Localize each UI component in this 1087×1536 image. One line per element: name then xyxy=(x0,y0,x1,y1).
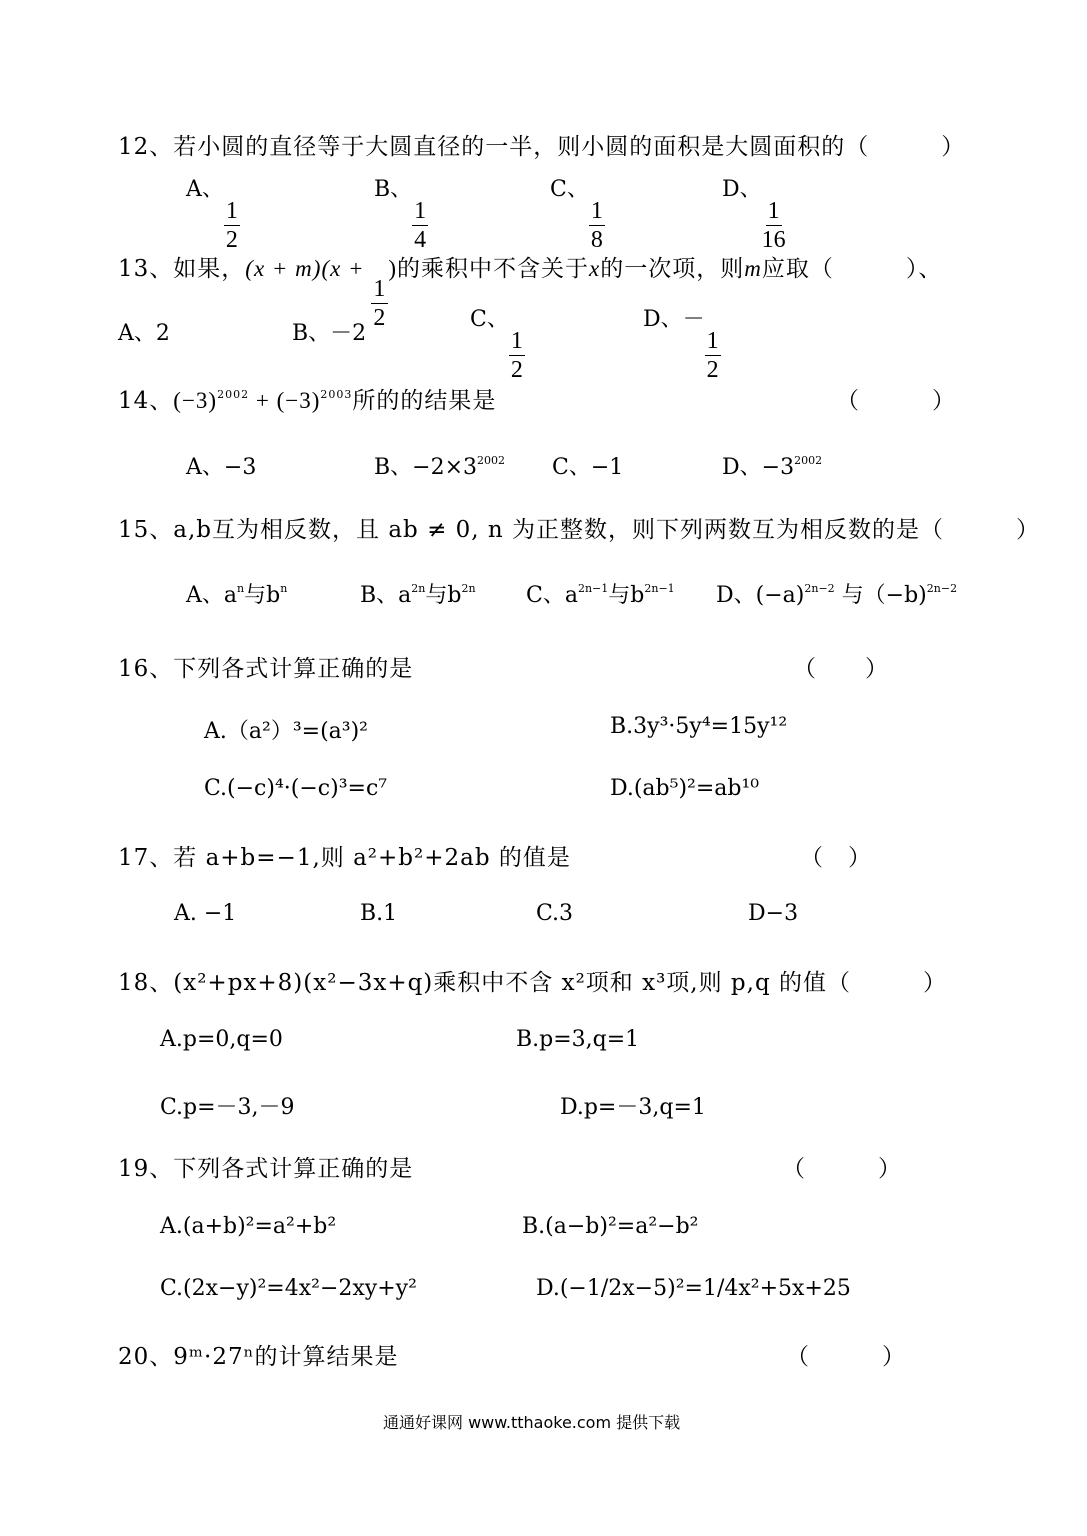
q14-option-a: A、−3 xyxy=(186,455,257,480)
q15-option-a: A、$a^n$与$b^n$ xyxy=(186,582,288,608)
question-13-stem: 13、如果，(x + m)(x + $\frac{1}{2}$ )的乘积中不含关于x的一次项，则m应取（ ）、 xyxy=(118,256,943,331)
q14-option-c: C、−1 xyxy=(552,455,624,480)
page-footer: 通通好课网 www.tthaoke.com 提供下载 xyxy=(383,1413,681,1432)
q13-option-c: C、 $\frac{1}{2}$ xyxy=(470,307,523,383)
q15-option-c: C、$a^{2n-1}$与$b^{2n-1}$ xyxy=(526,582,675,608)
q19-option-b: B.(a−b)²=a²−b² xyxy=(522,1214,699,1239)
q15-option-d: D、$(-a)^{2n-2}$ 与（−b)$^{2n-2}$ xyxy=(716,582,958,608)
q18-option-d: D.p=－3,q=1 xyxy=(560,1095,706,1120)
question-20-stem: 20、9ᵐ·27ⁿ的计算结果是 xyxy=(118,1344,399,1370)
q16-option-a: A.（a²）³=(a³)² xyxy=(204,719,368,744)
q17-option-c: C.3 xyxy=(536,901,574,926)
q19-option-a: A.(a+b)²=a²+b² xyxy=(160,1214,337,1239)
q16-option-d: D.(ab⁵)²=ab¹⁰ xyxy=(610,776,760,801)
question-16-answer-paren: （ ） xyxy=(793,656,889,682)
question-14-stem: 14、$(-3)^{2002} + (-3)^{2003}$所的的结果是 xyxy=(118,388,497,414)
question-16-stem: 16、下列各式计算正确的是 xyxy=(118,656,414,682)
question-17-stem: 17、若 a+b=−1,则 a²+b²+2ab 的值是 xyxy=(118,845,571,871)
q12-option-d: D、 $\frac{1}{16}$ xyxy=(722,177,786,253)
q19-option-c: C.(2x−y)²=4x²−2xy+y² xyxy=(160,1276,417,1301)
q12-option-a: A、 $\frac{1}{2}$ xyxy=(186,177,238,253)
q18-option-b: B.p=3,q=1 xyxy=(516,1027,640,1052)
q12-option-c: C、 $\frac{1}{8}$ xyxy=(550,177,603,253)
q13-option-a: A、2 xyxy=(118,321,170,346)
q19-option-d: D.(−1/2x−5)²=1/4x²+5x+25 xyxy=(536,1276,851,1301)
q18-option-c: C.p=－3,－9 xyxy=(160,1095,295,1120)
question-18-stem: 18、(x²+px+8)(x²−3x+q)乘积中不含 x²项和 x³项,则 p,q 的值（ ） xyxy=(118,970,947,996)
question-20-answer-paren: （ ） xyxy=(786,1344,906,1370)
question-19-stem: 19、下列各式计算正确的是 xyxy=(118,1156,414,1182)
q14-option-b: B、$-2\times 3^{2002}$ xyxy=(374,454,506,480)
question-17-answer-paren: （ ） xyxy=(800,845,872,871)
question-14-answer-paren: （ ） xyxy=(836,388,956,414)
q12-option-b: B、 $\frac{1}{4}$ xyxy=(374,177,427,253)
q15-option-b: B、$a^{2n}$与$b^{2n}$ xyxy=(360,582,476,608)
q17-option-d: D−3 xyxy=(748,901,799,926)
q16-option-c: C.(−c)⁴·(−c)³=c⁷ xyxy=(204,776,388,801)
q16-option-b: B.3y³·5y⁴=15y¹² xyxy=(610,714,788,739)
question-15-stem: 15、a,b互为相反数，且 ab ≠ 0, n 为正整数，则下列两数互为相反数的是（ ） xyxy=(118,517,1041,543)
q18-option-a: A.p=0,q=0 xyxy=(160,1027,283,1052)
question-19-answer-paren: （ ） xyxy=(782,1156,902,1182)
question-12-stem: 12、若小圆的直径等于大圆直径的一半，则小圆的面积是大圆面积的（ ） xyxy=(118,134,966,160)
q13-option-b: B、－2 xyxy=(292,321,367,346)
q17-option-b: B.1 xyxy=(360,901,398,926)
q13-option-d: D、－ $\frac{1}{2}$ xyxy=(643,307,719,383)
q14-option-d: D、$-3^{2002}$ xyxy=(722,454,823,480)
q17-option-a: A. −1 xyxy=(174,901,237,926)
